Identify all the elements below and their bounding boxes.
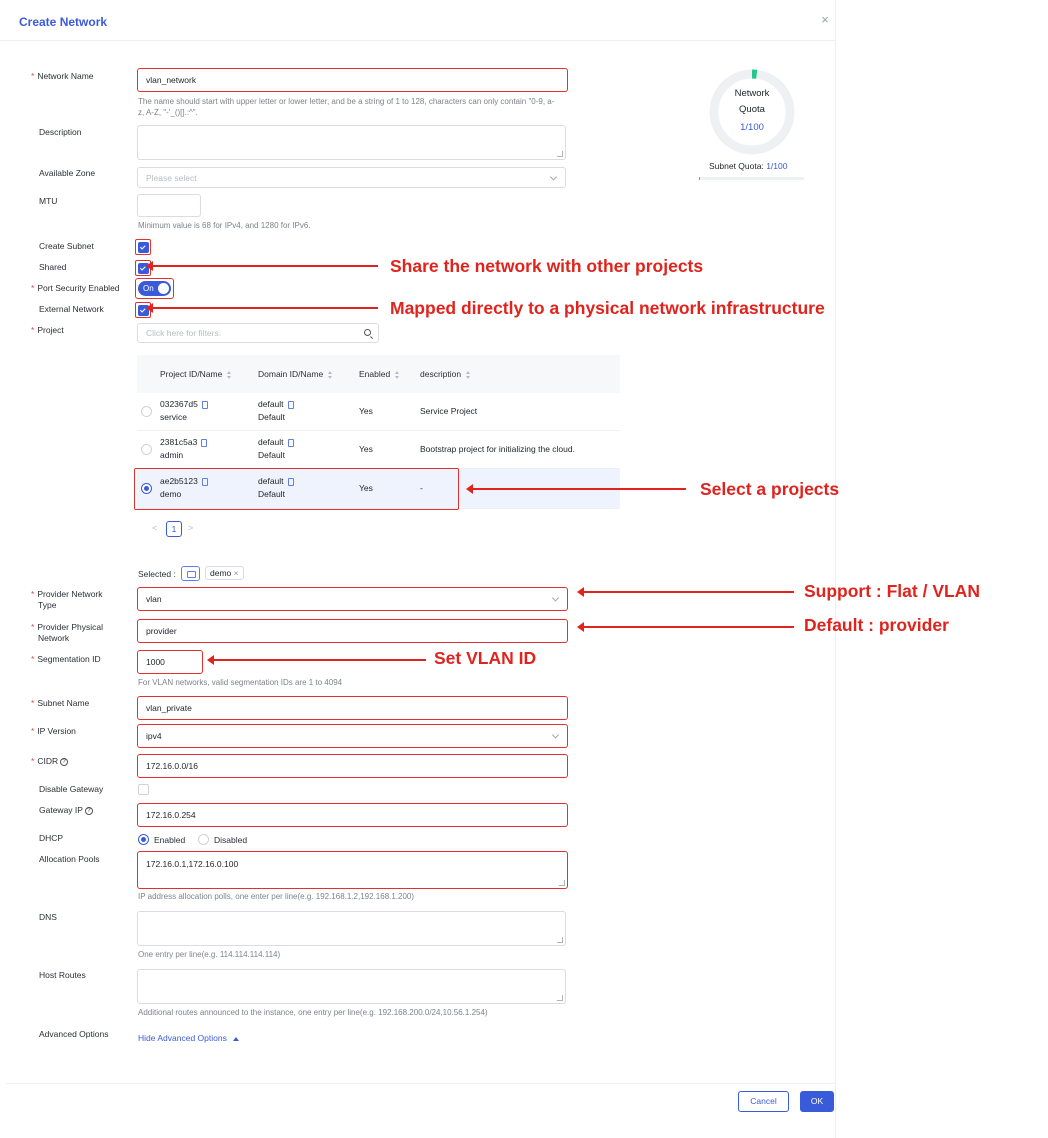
- footer-divider: [6, 1083, 836, 1084]
- sort-icon[interactable]: [466, 371, 471, 379]
- project-id-name: 032367d5 service: [160, 398, 208, 424]
- available-zone-label: Available Zone: [39, 168, 96, 178]
- annotation-external: Mapped directly to a physical network infrastructure: [390, 298, 825, 318]
- page-1-button[interactable]: 1: [166, 521, 182, 537]
- subnet-name-label: * Subnet Name: [31, 698, 90, 708]
- help-icon[interactable]: ?: [85, 807, 93, 815]
- resize-handle-icon[interactable]: [557, 995, 563, 1001]
- search-icon[interactable]: [364, 329, 371, 336]
- annotation-type: Support : Flat / VLAN: [804, 581, 980, 601]
- annotation-arrow-project: [472, 488, 686, 490]
- subnet-name-input[interactable]: vlan_private: [137, 696, 568, 720]
- table-header: [137, 355, 620, 393]
- advanced-options-label: Advanced Options: [39, 1029, 109, 1039]
- domain-id-name: default Default: [258, 436, 294, 462]
- cidr-input[interactable]: 172.16.0.0/16: [137, 754, 568, 778]
- annotation-segmentation: Set VLAN ID: [434, 648, 537, 668]
- enabled-cell: Yes: [359, 444, 373, 454]
- annotation-physical: Default : provider: [804, 615, 949, 635]
- subnet-quota-bar: [699, 177, 804, 180]
- disable-gateway-checkbox[interactable]: [138, 784, 149, 795]
- modal-title: Create Network: [19, 15, 108, 29]
- host-routes-label: Host Routes: [39, 970, 86, 980]
- enabled-cell: Yes: [359, 406, 373, 416]
- sort-icon[interactable]: [227, 371, 232, 379]
- port-security-toggle[interactable]: On: [138, 281, 171, 296]
- ok-button[interactable]: OK: [800, 1091, 834, 1112]
- next-page-icon[interactable]: >: [188, 523, 194, 533]
- host-routes-hint: Additional routes announced to the instance, one entry per line(e.g. 192.168.200.0/24,10.56.1.254): [138, 1008, 488, 1017]
- domain-id-name: default Default: [258, 475, 294, 501]
- chevron-down-icon: [550, 173, 557, 180]
- row-radio[interactable]: [141, 444, 152, 455]
- annotation-arrow-type: [583, 591, 794, 593]
- domain-id-name: default Default: [258, 398, 294, 424]
- chevron-down-icon: [552, 594, 559, 601]
- check-icon: [140, 265, 146, 271]
- project-label: * Project: [31, 325, 64, 335]
- provider-physical-network-input[interactable]: provider: [137, 619, 568, 643]
- column-header-project[interactable]: Project ID/Name: [160, 369, 232, 379]
- row-radio[interactable]: [141, 406, 152, 417]
- disable-gateway-label: Disable Gateway: [39, 784, 104, 794]
- dhcp-enabled-label: Enabled: [154, 835, 186, 845]
- dhcp-disabled-radio[interactable]: [198, 834, 209, 845]
- dhcp-label: DHCP: [39, 833, 64, 843]
- caret-up-icon: [233, 1037, 239, 1041]
- dns-textarea[interactable]: [137, 911, 566, 946]
- dns-hint: One entry per line(e.g. 114.114.114.114): [138, 950, 281, 959]
- annotation-arrow-shared: [152, 265, 378, 267]
- prev-page-icon[interactable]: <: [152, 523, 158, 533]
- description-cell: -: [420, 483, 423, 493]
- project-icon: [181, 566, 200, 581]
- ip-version-label: * IP Version: [31, 726, 76, 736]
- host-routes-textarea[interactable]: [137, 969, 566, 1004]
- chevron-down-icon: [552, 731, 559, 738]
- network-name-hint: The name should start with upper letter or lower letter, and be a string of 1 to 128, characters can only contain "0-9, a-z, A-Z, "-'_()[].:^".: [138, 97, 555, 117]
- cancel-button[interactable]: Cancel: [738, 1091, 789, 1112]
- segmentation-id-hint: For VLAN networks, valid segmentation IDs are 1 to 4094: [138, 678, 343, 687]
- annotation-arrow-physical: [583, 626, 794, 628]
- description-cell: Bootstrap project for initializing the cloud.: [420, 444, 575, 454]
- shared-label: Shared: [39, 262, 67, 272]
- annotation-arrow-external: [152, 307, 378, 309]
- selected-tag: demo ×: [205, 566, 244, 580]
- copy-icon[interactable]: [201, 439, 207, 447]
- allocation-pools-textarea[interactable]: 172.16.0.1,172.16.0.100: [137, 851, 568, 889]
- hide-advanced-options-link[interactable]: Hide Advanced Options: [138, 1033, 239, 1043]
- enabled-cell: Yes: [359, 483, 373, 493]
- description-label: Description: [39, 127, 82, 137]
- mtu-label: MTU: [39, 196, 58, 206]
- ip-version-select[interactable]: ipv4: [137, 724, 568, 748]
- resize-handle-icon[interactable]: [557, 151, 563, 157]
- annotation-arrow-segmentation: [213, 659, 426, 661]
- segmentation-id-label: * Segmentation ID: [31, 654, 101, 664]
- gateway-ip-input[interactable]: 172.16.0.254: [137, 803, 568, 827]
- table-row[interactable]: [137, 393, 620, 431]
- create-subnet-label: Create Subnet: [39, 241, 94, 251]
- column-header-description[interactable]: description: [420, 369, 471, 379]
- dhcp-disabled-label: Disabled: [214, 835, 248, 845]
- column-header-domain[interactable]: Domain ID/Name: [258, 369, 333, 379]
- tag-close-icon[interactable]: ×: [233, 568, 239, 578]
- project-search-input[interactable]: Click here for filters.: [137, 323, 379, 343]
- copy-icon[interactable]: [288, 401, 294, 409]
- resize-handle-icon[interactable]: [557, 937, 563, 943]
- network-name-input[interactable]: vlan_network: [137, 68, 568, 92]
- project-id-name: 2381c5a3 admin: [160, 436, 207, 462]
- table-row[interactable]: [137, 431, 620, 469]
- resize-handle-icon[interactable]: [559, 880, 565, 886]
- network-name-label: * Network Name: [31, 71, 94, 81]
- port-security-label: * Port Security Enabled: [31, 283, 120, 293]
- provider-physical-network-label: * Provider Physical Network: [31, 622, 103, 643]
- dns-label: DNS: [39, 912, 57, 922]
- header-divider: [0, 40, 836, 41]
- check-icon: [140, 307, 146, 313]
- close-icon[interactable]: ×: [821, 12, 829, 27]
- help-icon[interactable]: ?: [60, 758, 68, 766]
- selected-label: Selected :: [138, 569, 176, 579]
- cidr-label: * CIDR ?: [31, 756, 68, 767]
- gateway-ip-label: Gateway IP ?: [39, 805, 93, 816]
- copy-icon[interactable]: [202, 401, 208, 409]
- create-subnet-checkbox[interactable]: [138, 242, 149, 253]
- subnet-quota-fill: [699, 177, 700, 180]
- available-zone-select[interactable]: Please select: [137, 167, 566, 188]
- dhcp-enabled-radio[interactable]: [138, 834, 149, 845]
- annotation-project: Select a projects: [700, 479, 840, 499]
- copy-icon[interactable]: [288, 439, 294, 447]
- network-quota-title: Network Quota: [734, 88, 770, 115]
- segmentation-id-input[interactable]: 1000: [137, 650, 203, 674]
- allocation-pools-hint: IP address allocation polls, one enter per line(e.g. 192.168.1.2,192.168.1.200): [138, 892, 415, 901]
- sort-icon[interactable]: [328, 371, 333, 379]
- subnet-quota: Subnet Quota: 1/100: [709, 161, 788, 171]
- check-icon: [140, 244, 146, 250]
- allocation-pools-label: Allocation Pools: [39, 854, 100, 864]
- network-quota-value: 1/100: [740, 122, 764, 133]
- external-network-label: External Network: [39, 304, 104, 314]
- provider-network-type-label: * Provider Network Type: [31, 589, 103, 610]
- mtu-input[interactable]: [137, 194, 201, 217]
- mtu-hint: Minimum value is 68 for IPv4, and 1280 for IPv6.: [138, 221, 311, 230]
- description-textarea[interactable]: [137, 125, 566, 160]
- provider-network-type-select[interactable]: vlan: [137, 587, 568, 611]
- description-cell: Service Project: [420, 406, 478, 416]
- annotation-shared: Share the network with other projects: [390, 256, 704, 276]
- project-id-name: ae2b5123 demo: [160, 475, 208, 501]
- selected-row-highlight: [134, 468, 459, 510]
- sort-icon[interactable]: [395, 371, 400, 379]
- column-header-enabled[interactable]: Enabled: [359, 369, 400, 379]
